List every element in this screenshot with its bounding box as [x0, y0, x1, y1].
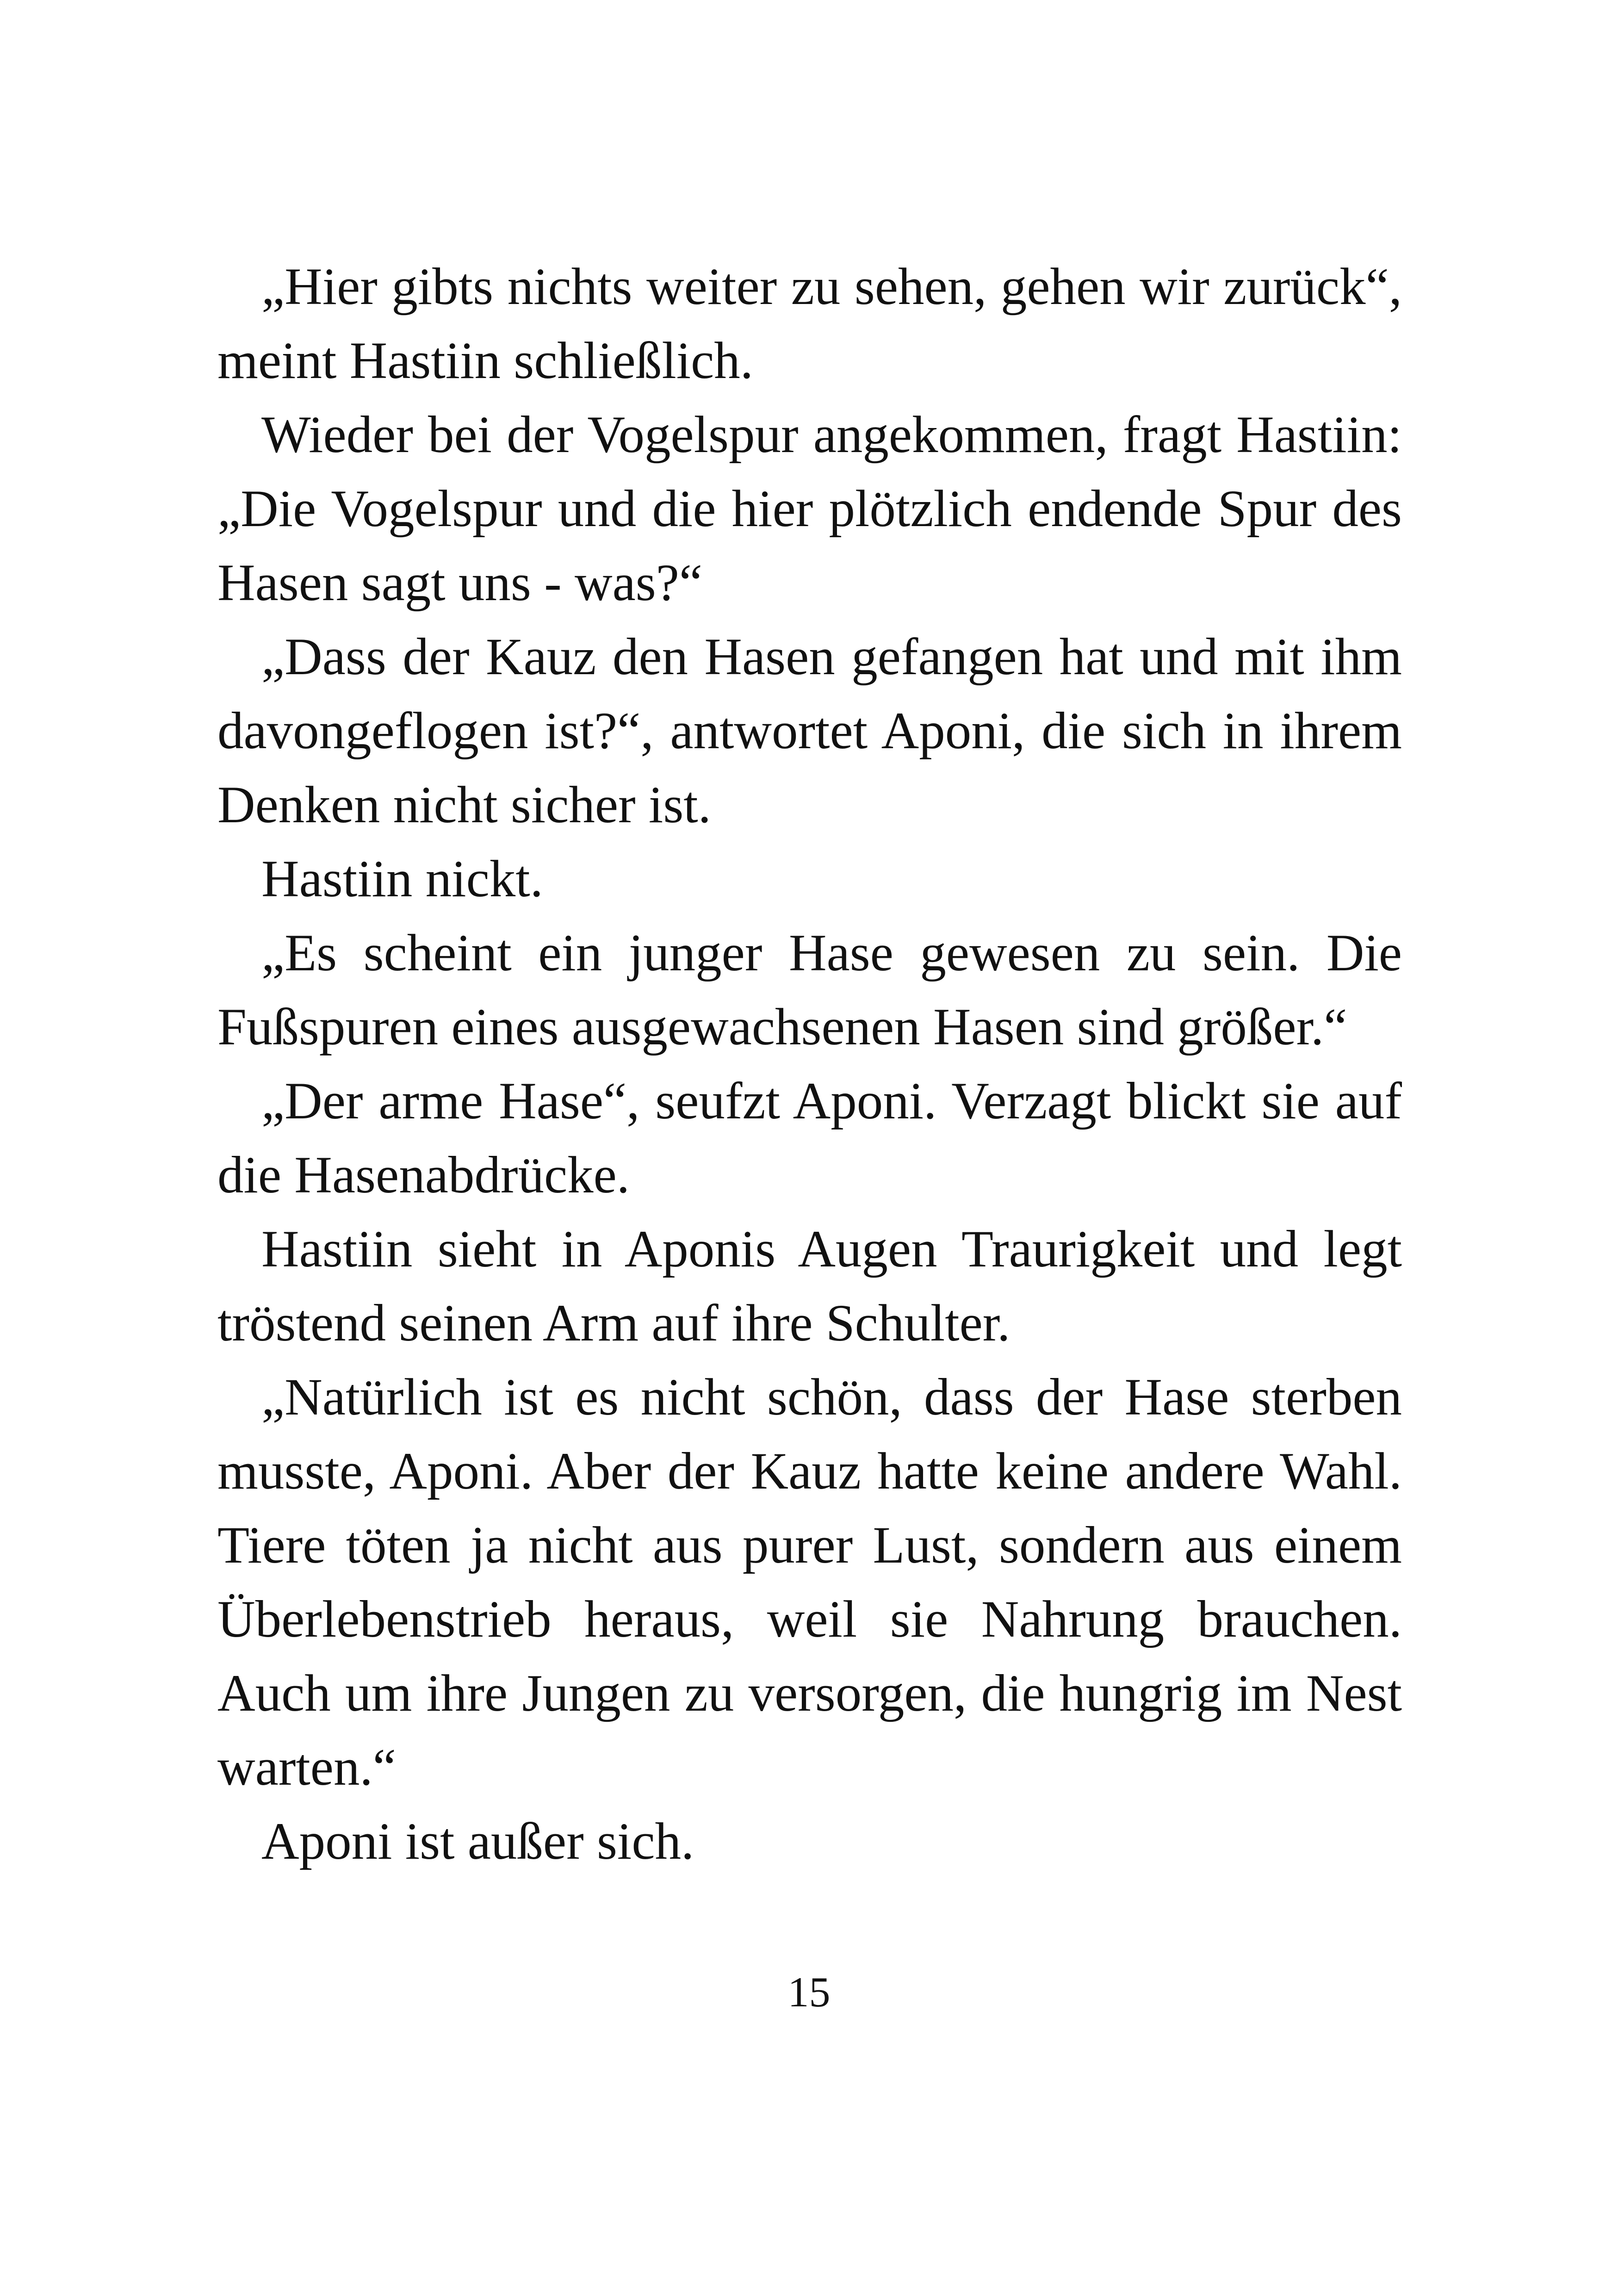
paragraph-4: Hastiin nickt. — [261, 850, 543, 908]
paragraph-7: Hastiin sieht in Aponis Augen Traurigkeit und legt tröstend seinen Arm auf ihre Schulter. — [217, 1220, 1402, 1352]
paragraph-6: „Der arme Hase“, seufzt Aponi. Verzagt blickt sie auf die Hasenabdrücke. — [217, 1072, 1402, 1204]
paragraph-2: Wieder bei der Vogelspur angekommen, fragt Hastiin: „Die Vogelspur und die hier plötzlich endende Spur des Hasen sagt uns - was?“ — [217, 406, 1402, 612]
body-text — [217, 250, 1402, 1879]
page-number: 15 — [787, 1968, 831, 2016]
paragraph-8: „Natürlich ist es nicht schön, dass der Hase sterben musste, Aponi. Aber der Kauz hatte keine andere Wahl. Tiere töten ja nicht aus purer Lust, sondern aus einem Überlebenstrieb heraus, weil sie Nahrung brauchen. Auch um ihre Jungen zu versorgen, die hungrig im Nest warten.“ — [217, 1368, 1402, 1796]
paragraph-9: Aponi ist außer sich. — [261, 1812, 694, 1870]
paragraph-1: „Hier gibts nichts weiter zu sehen, gehen wir zurück“, meint Hastiin schließlich. — [217, 258, 1402, 390]
paragraph-5: „Es scheint ein junger Hase gewesen zu sein. Die Fußspuren eines ausgewachsenen Hasen sind größer.“ — [217, 924, 1402, 1056]
paragraph-3: „Dass der Kauz den Hasen gefangen hat und mit ihm davongeflogen ist?“, antwortet Aponi, die sich in ihrem Denken nicht sicher ist. — [217, 628, 1402, 834]
